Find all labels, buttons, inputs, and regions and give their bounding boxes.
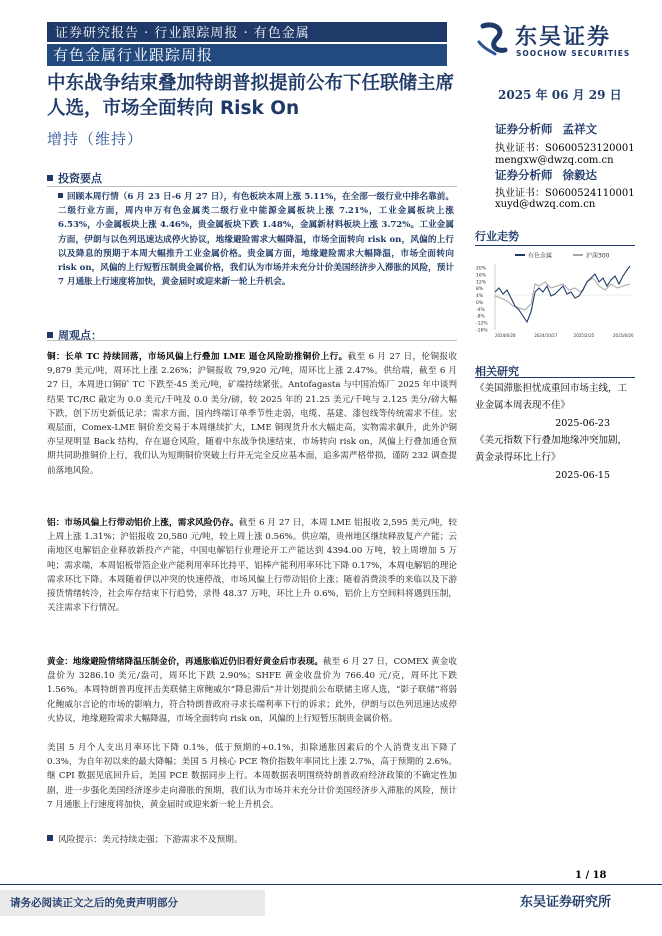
analyst-1-email[interactable]: mengxw@dwzq.com.cn [495, 155, 614, 166]
summary-text: 回顾本周行情（6 月 23 日-6 月 27 日），有色板块本周上涨 5.11%，在全部一级行业中排名靠前。二级行业方面，周内申万有色金属类二级行业中能源金属板块上涨 7.21%，工业金属板块上涨 6.53%，小金属板块上涨 4.46%，贵金属板块下跌 1.48%，金属新材料板块上涨 3.72%。工业金属方面，伊朗与以色列迅速达成停火协议，地缘避险需求大幅降温，市场全面转向 risk on，风偏的上行以及降息的预期于本周大幅推升工业金属价格。贵金属方面，地缘避险需求大幅降温，市场全面转向 risk on，风偏的上行短暂压制贵金属价格，我们认为市场并未充分计价美国经济步入滞胀的风险，预计 7 月通胀上行速度将加快，黄金届时或迎来新一轮上升机会。 [58, 192, 454, 288]
chart-y-tick: 4% [476, 294, 484, 300]
summary-heading-text: 投资要点 [58, 172, 102, 185]
aluminium-title: 铝：市场风偏上行带动铝价上涨，需求风险仍存。 [47, 518, 239, 528]
views-divider [47, 340, 457, 341]
analyst-1-cert: 执业证书：S0600523120001 [495, 143, 635, 154]
analyst-2-email[interactable]: xuyd@dwzq.com.cn [495, 199, 596, 210]
aluminium-body: 截至 6 月 27 日，本周 LME 铝报收 2,595 美元/吨，较上周上涨 1.31%；沪铝报收 20,580 元/吨，较上周上涨 0.56%。供应端，贵州地区继续释放复产产能；云南地区电解铝企业释放新投产产能，中国电解铝行业理论开工产能达到 4394.00 万吨，较上周增加 5 万吨；需求端，本周铝板带箔企业产能利用率环比持平，铝棒产能利用率环比下降 0.17%，本周电解铝的理论需求环比下降。本周随着伊以冲突的快速停战，市场风偏上行带动铝价上涨；随着消费淡季的来临以及下游接货情绪转冷，社会库存结束下行趋势，录得 48.37 万吨，环比上升 0.6%，铝价上方空间料将遇到压制，关注需求下行情况。 [47, 518, 457, 614]
footer-disclaimer-band [0, 890, 265, 916]
copper-body: 截至 6 月 27 日，伦铜报收 9,879 美元/吨，周环比上涨 2.26%；沪铜报收 79,920 元/吨，周环比上涨 2.47%。供给端，截至 6 月 27 日，本周进口铜矿 TC 下跌至-45 美元/吨，矿端持续紧张。Antofagasta 与中国冶炼厂 2025 年中谈判结果 TC/RC 敲定为 0.0 美元/千吨及 0.0 美分/磅，较 2025 年的 21.25 美元/千吨与 2.125 美分/磅大幅下跌，创下历史新低记录；需求方面，国内终端订单季节性走弱，电缆、基建、漆包线等传统需求不佳。宏观层面，Comex-LME 铜价差交易于本周继续扩大，LME 铜现货升水大幅走高，实物需求飙升，此外沪铜亦呈现明显 Back 结构，存在逼仓风险，随着中东战争快速结束，市场转向 risk on，风偏上行叠加通仓预期共同助推铜价上行，我们认为短期铜价突破上行并无完全反应基本面，追多需严格带损，谨防 232 调查提前落地风险。 [47, 352, 457, 476]
macro-paragraph: 美国 5 月个人支出月率环比下降 0.1%，低于预期的+0.1%，扣除通胀因素后的个人消费支出下降了 0.3%，为自年初以来的最大降幅；美国 5 月核心 PCE 物价指数年率同比上涨 2.7%，高于预期的 2.6%。继 CPI 数据见底回升后，美国 PCE 数据同步上行。本周数据表明围绕特朗普政府经济政策的不确定性加剧，进一步强化美国经济逐步走向滞胀的预期，我们认为市场并未充分计价美国经济步入滞胀的风险，预计 7 月通胀上行速度将加快，黄金届时或迎来新一轮上升机会。 [47, 743, 457, 810]
analyst-2-cert: 执业证书：S0600524110001 [495, 188, 635, 199]
chart-y-tick: 12% [476, 280, 487, 286]
chart-y-tick: 0% [476, 300, 484, 306]
report-series-band [47, 22, 447, 42]
report-type-label: 有色金属行业跟踪周报 [53, 46, 214, 64]
related-item-1[interactable]: 《美国滞胀担忧成重回市场主线，工业金属本周表现不佳》 [475, 383, 628, 411]
footer-disclaimer[interactable]: 请务必阅读正文之后的免责声明部分 [10, 897, 178, 909]
legend-label-metals: 有色金属 [528, 252, 553, 260]
risk-text: 美元持续走强；下游需求不及预期。 [102, 835, 243, 845]
chart-y-tick: -8% [476, 314, 485, 320]
report-type-band [47, 44, 447, 66]
summary-item-bullet-icon [58, 193, 63, 198]
trend-divider [475, 245, 635, 246]
views-heading-text: 周观点： [58, 329, 102, 342]
risk-note [47, 832, 243, 845]
brand-logo [475, 18, 635, 62]
footer-divider [0, 884, 662, 885]
gold-body: 截至 6 月 27 日，COMEX 黄金收盘价为 3286.10 美元/盎司，周环比下跌 2.90%；SHFE 黄金收盘价为 766.40 元/克，周环比下跌 1.56%。本周特朗普再度抨击美联储主席鲍威尔“降息滞后”并计划提前公布联储主席人选，“影子联储”将弱化鲍威尔言论的市场的影响力，符合特朗普政府寻求长端利率下行的诉求；此外，伊朗与以色列迅速达成停火协议，地缘避险需求大幅降温，市场全面转向 risk on，风偏的上行短暂压制贵金属价格。 [47, 657, 457, 724]
summary-bullet-icon [47, 175, 53, 181]
chart-y-tick: -4% [476, 307, 485, 313]
chart-y-tick: 16% [476, 273, 487, 279]
page-number: 1 / 18 [575, 870, 607, 881]
related-divider [475, 377, 635, 378]
risk-bullet-icon [47, 835, 53, 841]
chart-x-tick: 2024/10/27 [534, 333, 558, 338]
brand-mark-icon [475, 20, 511, 56]
chart-x-tick: 2025/2/25 [573, 333, 595, 338]
related-item-2[interactable]: 《美元指数下行叠加地缘冲突加剧，黄金录得环比上行》 [475, 435, 628, 463]
chart-x-tick: 2024/6/28 [495, 333, 516, 338]
analyst-2 [495, 167, 597, 183]
related-research-title: 相关研究 [475, 365, 519, 378]
brand-name-en: SOOCHOW SECURITIES [516, 49, 631, 58]
copper-paragraph [47, 350, 457, 478]
chart-y-tick: -16% [476, 328, 488, 334]
legend-label-hs300: 沪深300 [586, 252, 610, 260]
analyst-2-role: 证券分析师 [495, 168, 553, 182]
aluminium-paragraph [47, 516, 457, 615]
chart-y-tick: 8% [476, 287, 484, 293]
report-series-label: 证券研究报告 · 行业跟踪周报 · 有色金属 [55, 26, 310, 41]
rating-badge: 增持（维持） [47, 130, 144, 148]
series-metals-line [495, 266, 630, 322]
chart-x-tick: 2025/6/26 [613, 333, 634, 338]
analyst-1-name: 孟祥文 [562, 122, 597, 136]
chart-y-tick: -12% [476, 321, 488, 327]
trend-title: 行业走势 [475, 230, 519, 243]
page-title: 中东战争结束叠加特朗普拟提前公布下任联储主席人选，市场全面转向 Risk On [47, 73, 455, 119]
gold-title: 黄金：地缘避险情绪降温压制金价，再通胀临近仍旧看好黄金后市表现。 [47, 657, 323, 667]
report-date: 2025 年 06 月 29 日 [498, 88, 622, 102]
summary-text-block [58, 190, 454, 289]
summary-heading [47, 170, 102, 186]
related-item-2-date: 2025-06-15 [555, 470, 610, 481]
views-bullet-icon [47, 332, 53, 338]
trend-chart [475, 248, 635, 340]
copper-title: 铜：长单 TC 持续回落，市场风偏上行叠加 LME 逼仓风险助推铜价上行。 [47, 352, 348, 362]
chart-y-tick: 20% [476, 266, 487, 272]
analyst-1 [495, 121, 597, 137]
risk-label: 风险提示： [58, 835, 102, 845]
analyst-1-role: 证券分析师 [495, 122, 553, 136]
gold-paragraph [47, 655, 457, 726]
related-item-1-date: 2025-06-23 [555, 418, 610, 429]
footer-institute: 东吴证券研究所 [520, 895, 612, 910]
brand-name-cn: 东吴证券 [515, 25, 612, 50]
analyst-2-name: 徐毅达 [562, 168, 597, 182]
